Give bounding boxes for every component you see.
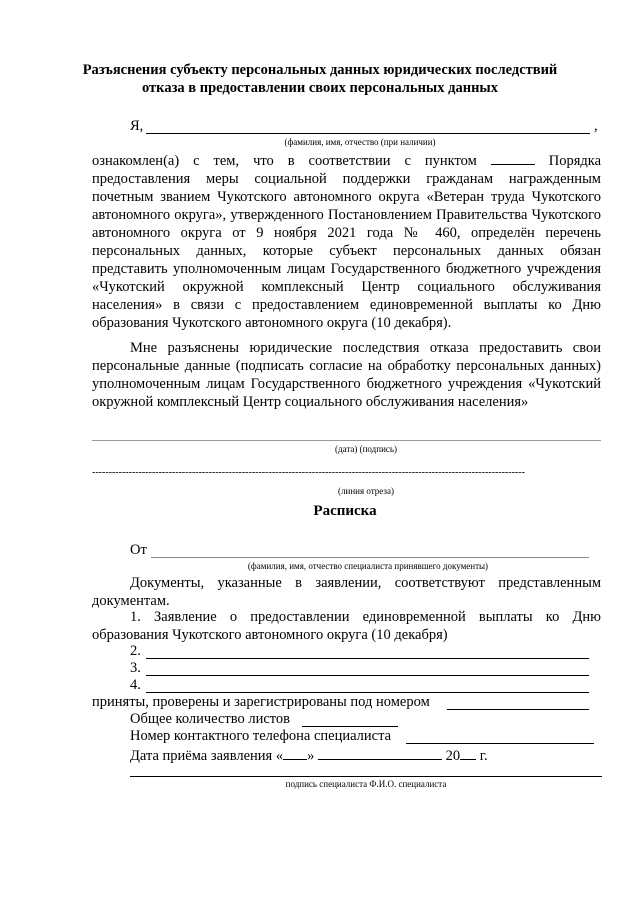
acceptance-date-quote: » — [307, 748, 315, 764]
para1-rest: Порядка предоставления меры социальной поддержки гражданам награжденным почетным званием Чукотского автономного округа «Ветеран труда Чукотского автономного округа», утвержденного Постановлением Правительства Чукотского автономного округа от 9 ноября 2021 года № 460, определён перечень персональных данных, которые субъект персональных данных обязан представить уполномоченным лицам Государственного бюджетного учреждения «Чукотский окружной комплексный Центр социального обслуживания населения» в связи с предоставлением единовременной выплаты ко Дню образования Чукотского автономного округа (10 декабря). — [92, 153, 602, 331]
document-title-line1: Разъяснения субъекту персональных данных юридических последствий — [82, 62, 558, 78]
cut-line: ---------------------------------------------------------------------------------------------------------------------------------- — [92, 467, 525, 478]
registration-text: приняты, проверены и зарегистрированы под номером — [92, 694, 430, 710]
document-item-4-label: 4. — [130, 677, 141, 693]
specialist-signature-caption: подпись специалиста Ф.И.О. специалиста — [285, 779, 447, 789]
documents-statement: Документы, указанные в заявлении, соответствуют представленным документам. — [92, 575, 601, 609]
document-item-4-line[interactable] — [146, 692, 589, 693]
acceptance-year-suffix: г. — [479, 748, 488, 764]
date-signature-line[interactable] — [92, 440, 601, 441]
fullname-caption: (фамилия, имя, отчество (при наличии) — [284, 137, 436, 147]
paragraph-consequences: Мне разъяснены юридические последствия отказа предоставить свои персональные данные (подписать согласие на обработку персональных данных) уполномоченным лицам Государственного бюджетного учреждения «Чукотский окружной комплексный Центр социального обслуживания населения» — [92, 340, 601, 410]
from-label: От — [130, 542, 147, 558]
phone-label: Номер контактного телефона специалиста — [130, 728, 392, 744]
document-item-3-label: 3. — [130, 660, 141, 676]
paragraph-acknowledgement — [92, 150, 601, 332]
para1-start: ознакомлен(а) с тем, что в соответствии с пунктом — [92, 153, 477, 169]
acceptance-date-row — [130, 745, 488, 765]
acceptance-day-blank[interactable] — [283, 745, 307, 760]
acceptance-date-label: Дата приёма заявления « — [130, 748, 284, 764]
specialist-name-caption: (фамилия, имя, отчество специалиста принявшего документы) — [247, 561, 489, 571]
specialist-signature-line[interactable] — [130, 776, 602, 777]
document-title-line2: отказа в предоставлении своих персональных данных — [142, 80, 498, 96]
fullname-line[interactable] — [146, 133, 590, 134]
acceptance-year-blank[interactable] — [460, 745, 476, 760]
document-item-2-line[interactable] — [146, 658, 589, 659]
date-signature-caption: (дата) (подпись) — [335, 444, 397, 454]
registration-number-line[interactable] — [447, 709, 589, 710]
specialist-name-line[interactable] — [151, 557, 589, 558]
document-item-1: 1. Заявление о предоставлении единовременной выплаты ко Дню образования Чукотского автономного округа (10 декабря) — [92, 609, 601, 643]
sheets-count-line[interactable] — [302, 726, 398, 727]
document-item-2-label: 2. — [130, 643, 141, 659]
phone-line[interactable] — [406, 743, 594, 744]
acceptance-year-prefix: 20 — [445, 748, 461, 764]
document-item-3-line[interactable] — [146, 675, 589, 676]
fullname-comma: , — [594, 118, 598, 134]
clause-number-blank[interactable] — [491, 150, 535, 165]
receipt-title: Расписка — [313, 503, 377, 519]
sheets-label: Общее количество листов — [130, 711, 291, 727]
acceptance-month-blank[interactable] — [318, 745, 442, 760]
i-label: Я, — [130, 118, 144, 134]
cut-line-caption: (линия отреза) — [338, 486, 394, 496]
